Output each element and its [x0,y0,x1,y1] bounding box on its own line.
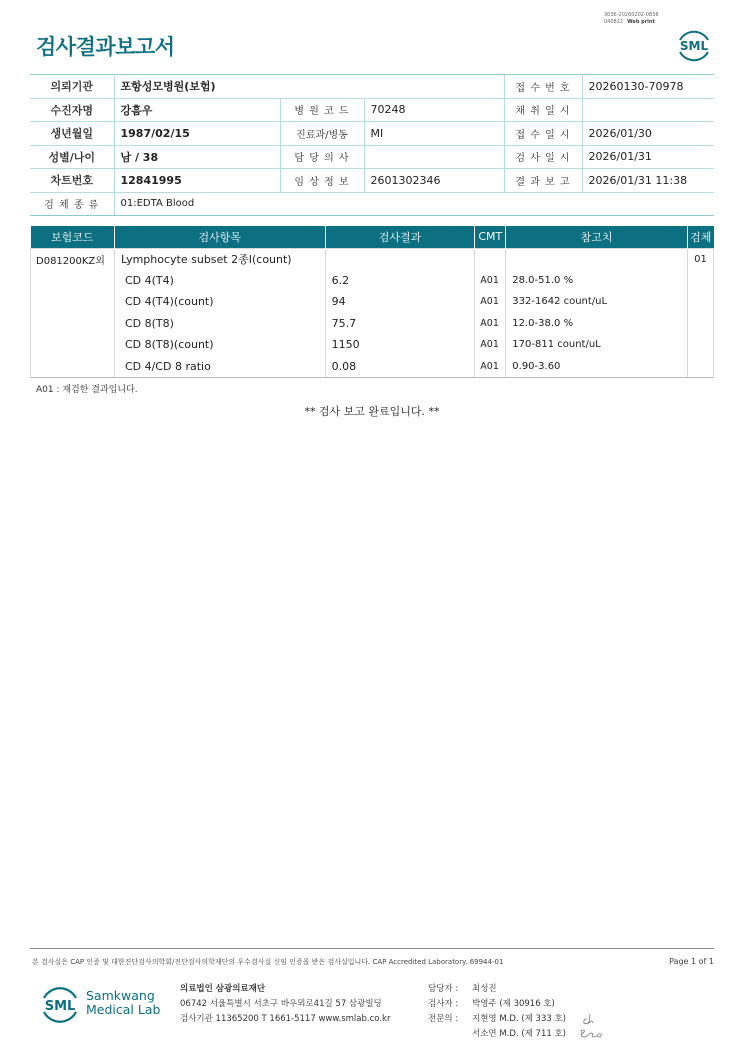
table-row [31,313,714,335]
table-row [31,356,714,378]
row-cmt: A01 [475,270,506,292]
value-hospital-code: 70248 [364,98,504,122]
certification-text: 본 검사실은 CAP 인증 및 대한진단검사의학회/진단검사의학재단의 우수검사실 신임 인증을 받은 검사실입니다. CAP Accredited Laboratory. 69944-01 [32,958,504,966]
value-specimen-type: 01:EDTA Blood [114,192,714,216]
brand-line1: Samkwang [86,988,155,1003]
staff-row [428,997,566,1012]
organization-info [180,982,390,1027]
row-reference: 12.0-38.0 % [506,313,688,335]
row-reference: 170-811 count/uL [506,334,688,356]
row-cmt: A01 [475,334,506,356]
header-reference: 참고치 [506,226,688,248]
row-cmt: A01 [475,356,506,378]
row-result: 6.2 [325,270,475,292]
label-chart-no: 차트번호 [30,169,114,193]
row-reference: 28.0-51.0 % [506,270,688,292]
group-item: Lymphocyte subset 2종I(count) [114,248,325,270]
info-row [30,169,714,193]
staff-name: 서소연 M.D. (제 711 호) [472,1029,567,1039]
print-code [604,12,659,26]
row-cmt: A01 [475,291,506,313]
value-physician [364,145,504,169]
table-row [31,334,714,356]
staff-role: 담당자 : [428,984,459,994]
row-cmt: A01 [475,313,506,335]
row-item: CD 4(T4) [114,270,325,292]
samkwang-logo-icon [38,982,82,1026]
row-result: 1150 [325,334,475,356]
value-clinical-info: 2601302346 [364,169,504,193]
value-received-time: 2026/01/30 [582,122,714,146]
staff-name: 박영주 (제 30916 호) [472,999,555,1009]
value-collection-time [582,98,714,122]
info-row [30,75,714,99]
group-code: D081200KZ외 [31,248,115,270]
staff-row [428,1012,566,1027]
staff-role: 검사자 : [428,999,459,1009]
row-item: CD 4(T4)(count) [114,291,325,313]
value-sex-age: 남 / 38 [114,145,280,169]
staff-row [428,982,566,997]
label-clinical-info: 임 상 정 보 [280,169,364,193]
label-collection-time: 채 취 일 시 [504,98,582,122]
label-specimen-type: 검 체 종 류 [30,192,114,216]
row-item: CD 8(T8) [114,313,325,335]
row-item: CD 8(T8)(count) [114,334,325,356]
label-department: 진료과/병동 [280,122,364,146]
staff-role [428,1027,472,1042]
staff-name: 지현영 M.D. (제 333 호) [472,1014,567,1024]
staff-row [428,1027,566,1042]
value-requester: 포항성모병원(보험) [114,75,504,99]
staff-name: 최성진 [472,984,497,994]
patient-info-table [30,74,714,216]
value-accession-no: 20260130-70978 [582,75,714,99]
label-accession-no: 접 수 번 호 [504,75,582,99]
table-row [31,291,714,313]
signature-icon [577,1010,613,1042]
org-address: 06742 서울특별시 서초구 바우뫼로41길 57 삼광빌딩 [180,999,382,1009]
info-row [30,98,714,122]
info-row [30,122,714,146]
page-title: 검사결과보고서 [36,35,175,59]
brand-line2: Medical Lab [86,1002,161,1017]
page-number: Page 1 of 1 [669,957,714,966]
print-code-line2: 040822 [604,19,624,25]
header-result: 검사결과 [325,226,475,248]
results-header-row [31,226,714,248]
row-result: 94 [325,291,475,313]
header-test-item: 검사항목 [114,226,325,248]
print-code-line1: 3036-20260202-0838 [604,12,659,18]
header-insurance-code: 보험코드 [31,226,115,248]
header-specimen: 검체 [687,226,713,248]
info-row [30,192,714,216]
logo-text: SML [679,39,709,53]
group-specimen: 01 [687,248,713,270]
footer-divider [30,948,714,949]
value-birthdate: 1987/02/15 [114,122,280,146]
label-patient-name: 수진자명 [30,98,114,122]
row-reference: 332-1642 count/uL [506,291,688,313]
info-row [30,145,714,169]
sml-logo-icon [674,26,714,64]
value-test-date: 2026/01/31 [582,145,714,169]
org-name: 의료법인 삼광의료재단 [180,984,266,994]
label-test-date: 검 사 일 시 [504,145,582,169]
results-table [30,226,714,378]
web-print-label: Web print [627,19,655,25]
report-complete-text: ** 검사 보고 완료입니다. ** [304,405,440,418]
row-result: 0.08 [325,356,475,378]
label-report-time: 결 과 보 고 [504,169,582,193]
value-chart-no: 12841995 [114,169,280,193]
label-requester: 의뢰기관 [30,75,114,99]
row-reference: 0.90-3.60 [506,356,688,378]
header-cmt: CMT [475,226,506,248]
table-row [31,270,714,292]
brand-name [86,989,160,1017]
value-department: MI [364,122,504,146]
value-report-time: 2026/01/31 11:38 [582,169,714,193]
label-physician: 담 당 의 사 [280,145,364,169]
staff-list [428,982,566,1042]
label-birthdate: 생년월일 [30,122,114,146]
label-hospital-code: 병 원 코 드 [280,98,364,122]
row-item: CD 4/CD 8 ratio [114,356,325,378]
table-row [31,248,714,270]
label-sex-age: 성별/나이 [30,145,114,169]
value-patient-name: 강흠우 [114,98,280,122]
staff-role: 전문의 : [428,1014,459,1024]
row-result: 75.7 [325,313,475,335]
footer-logo-text: SML [44,999,76,1014]
cmt-note: A01 : 재검한 결과입니다. [36,385,138,395]
org-contact: 검사기관 11365200 T 1661-5117 www.smlab.co.kr [180,1014,391,1024]
label-received-time: 접 수 일 시 [504,122,582,146]
